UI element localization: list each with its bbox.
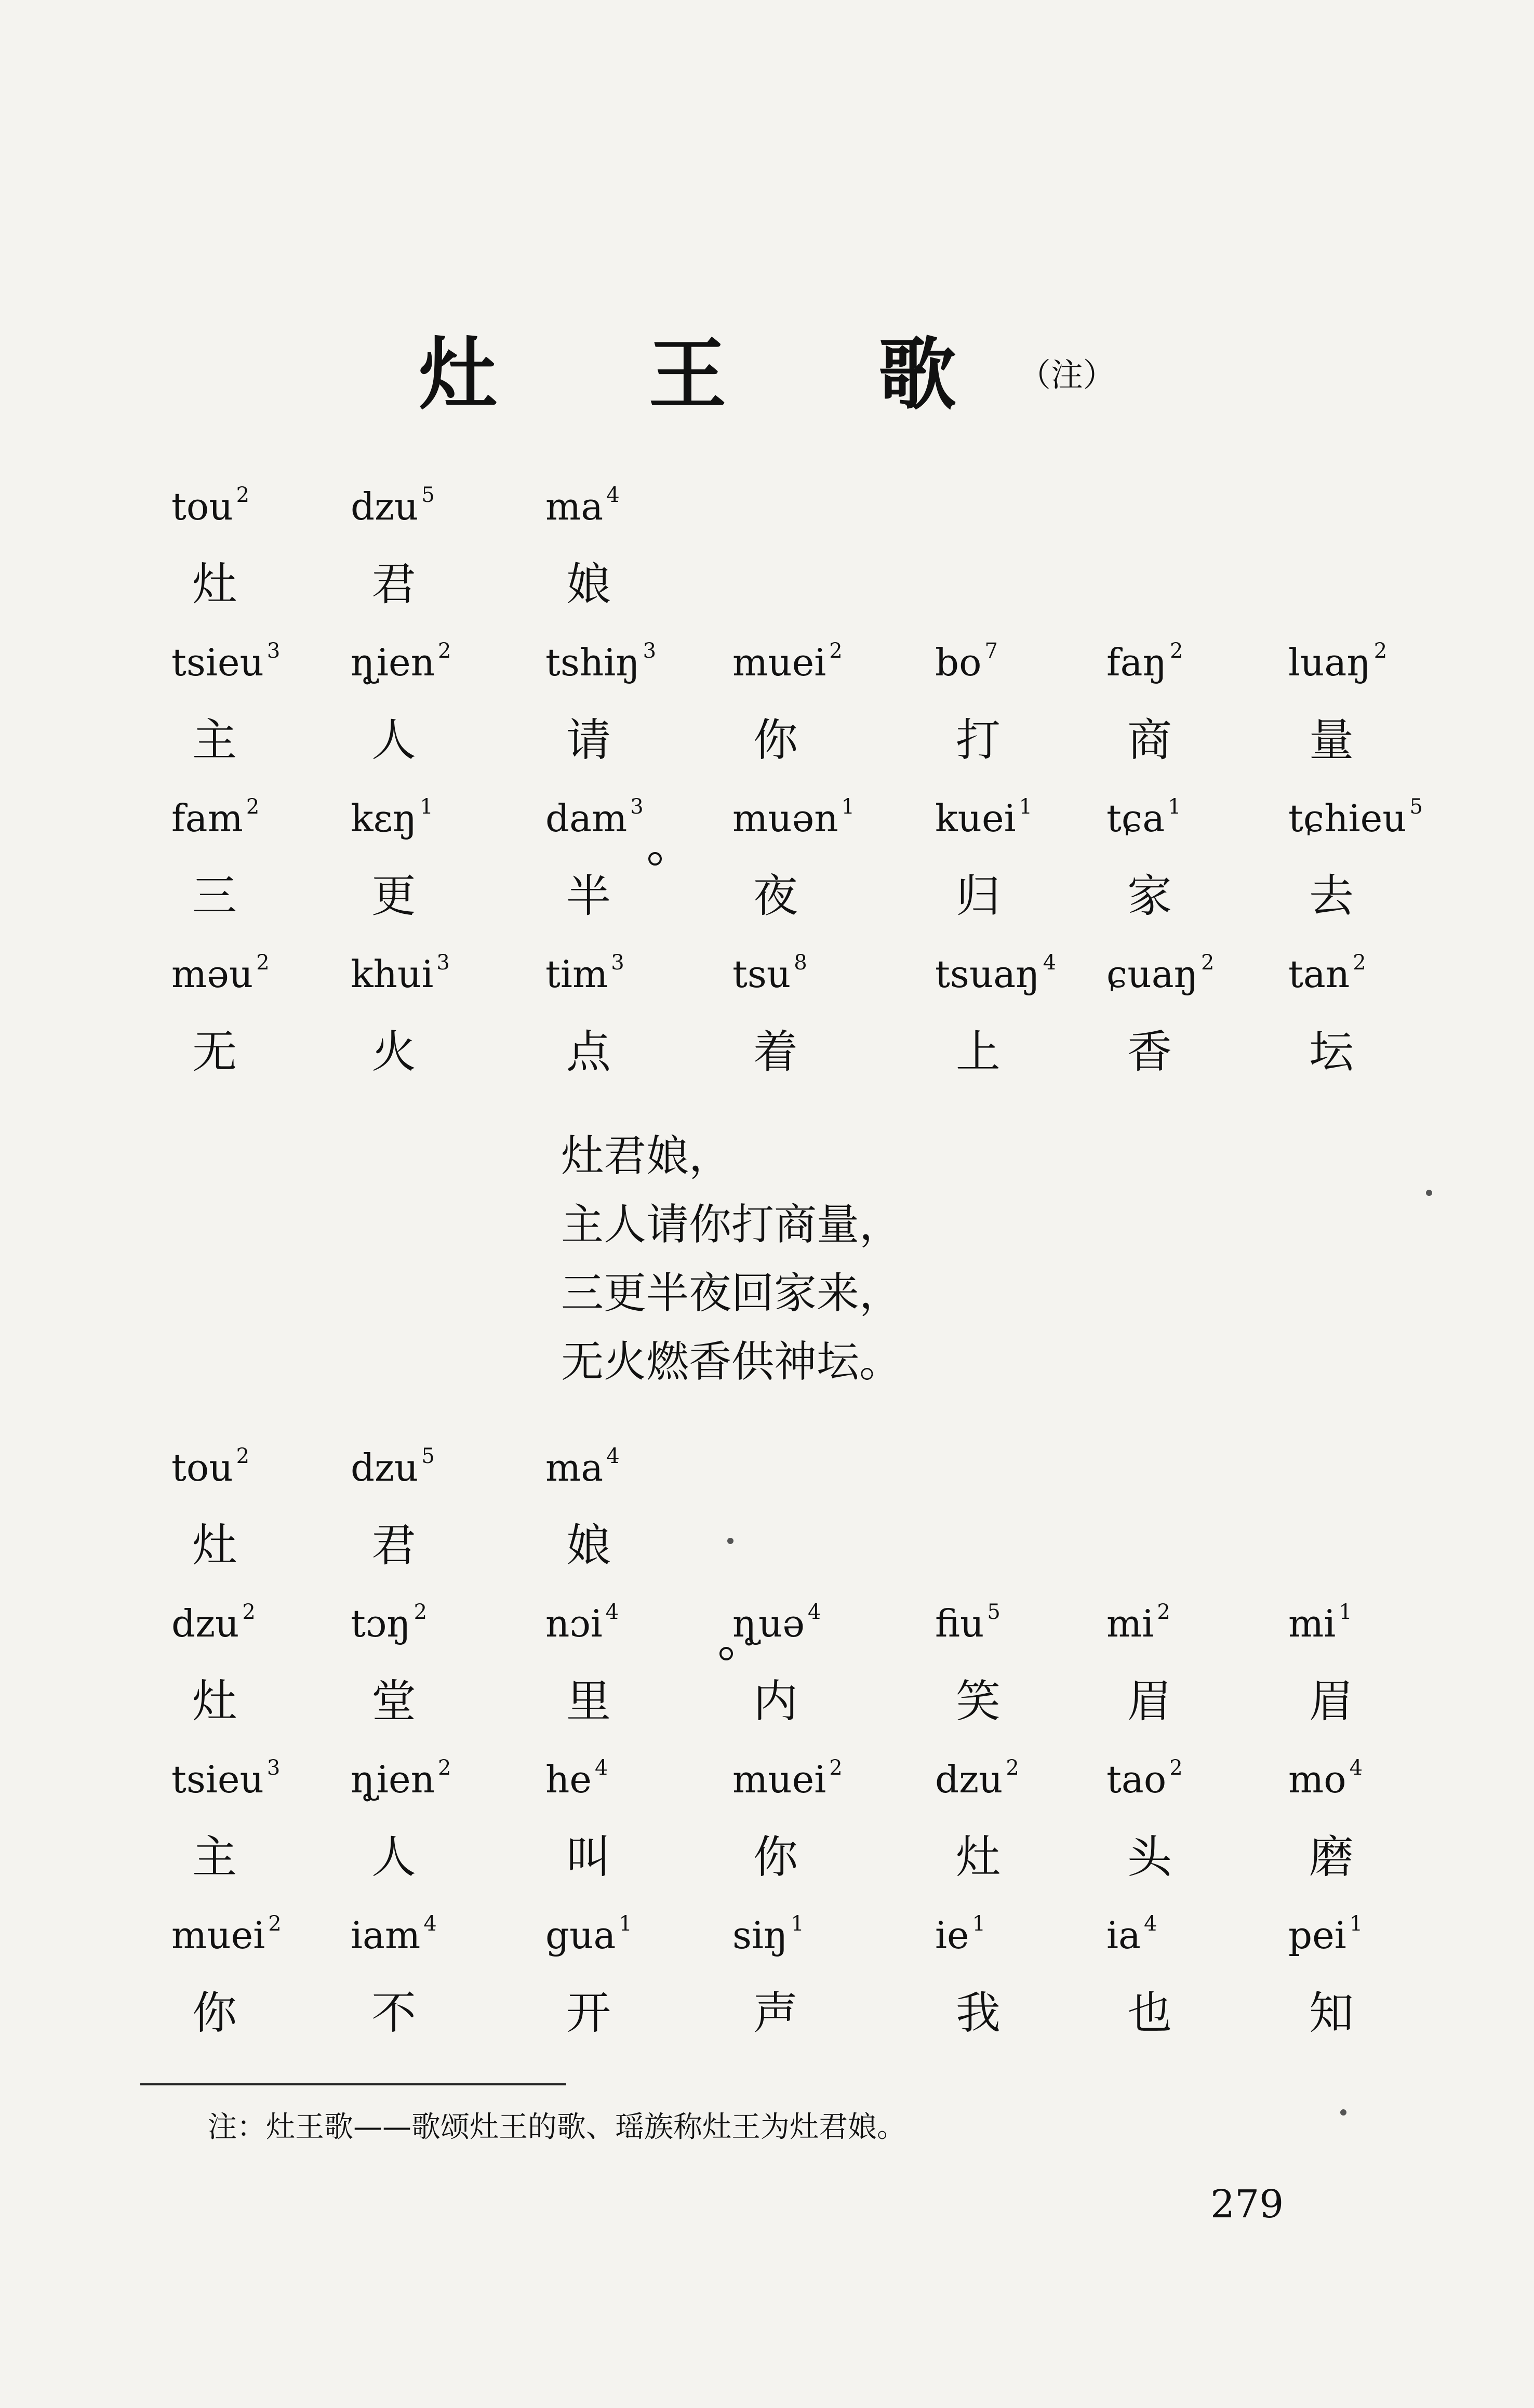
hanzi-character: 商 (1127, 714, 1172, 766)
syllable-text: fiu (935, 1602, 984, 1645)
hanzi-character: 主 (192, 714, 237, 766)
tone-number: 2 (1169, 639, 1183, 663)
pinyin-syllable (351, 1912, 437, 1957)
syllable-text: ia (1106, 1913, 1141, 1957)
pinyin-row (171, 483, 1366, 551)
pinyin-syllable (1288, 795, 1423, 840)
pinyin-syllable (935, 795, 1032, 840)
tone-number: 2 (236, 483, 250, 507)
hanzi-character: 堂 (371, 1675, 416, 1727)
hanzi-character: 灶 (956, 1831, 1001, 1883)
hanzi-character: 更 (371, 870, 416, 922)
hanzi-character: 上 (956, 1026, 1001, 1078)
pinyin-syllable (1106, 1912, 1157, 1957)
pinyin-syllable (732, 1756, 843, 1801)
page-number: 279 (1210, 2182, 1284, 2227)
hanzi-character: 无 (192, 1026, 237, 1078)
hanzi-row (171, 704, 1366, 771)
syllable-text: dzu (171, 1602, 239, 1645)
pinyin-syllable (351, 1756, 451, 1801)
hanzi-row (171, 548, 1366, 616)
syllable-text: siŋ (732, 1913, 788, 1957)
pinyin-row (171, 1600, 1366, 1668)
hanzi-character: 眉 (1309, 1675, 1354, 1727)
hanzi-character: 打 (956, 714, 1001, 766)
pinyin-syllable (171, 1912, 282, 1957)
hanzi-character: 主 (192, 1831, 237, 1883)
pinyin-syllable (171, 1444, 249, 1489)
tone-number: 2 (242, 1600, 256, 1624)
hanzi-row (171, 1509, 1366, 1577)
tone-number: 2 (437, 639, 451, 663)
pinyin-syllable (935, 951, 1056, 996)
pinyin-syllable (1288, 1756, 1363, 1801)
hanzi-character: 不 (371, 1987, 416, 2039)
syllable-text: dzu (935, 1758, 1003, 1801)
hanzi-row (171, 860, 1366, 927)
footnote-rule (140, 2083, 566, 2085)
hanzi-character: 我 (956, 1987, 1001, 2039)
pinyin-syllable (935, 1756, 1019, 1801)
speck (1340, 2109, 1346, 2116)
syllable-text: tao (1106, 1758, 1167, 1801)
pinyin-syllable (1288, 1912, 1363, 1957)
pinyin-syllable (351, 1600, 427, 1645)
footnote: 注：灶王歌——歌颂灶王的歌、瑶族称灶王为灶君娘。 (208, 2110, 906, 2144)
tone-number: 5 (1409, 795, 1423, 819)
title-note: （注） (1018, 356, 1115, 394)
syllable-text: ɳ̥uə (732, 1602, 805, 1645)
hanzi-character: 君 (371, 558, 416, 610)
pinyin-syllable (351, 795, 433, 840)
syllable-text: tan (1288, 952, 1350, 996)
tone-number: 2 (437, 1756, 451, 1780)
syllable-text: muən (732, 796, 838, 840)
tone-number: 2 (1353, 951, 1366, 975)
tone-number: 2 (1157, 1600, 1170, 1624)
speck (1426, 1190, 1432, 1196)
pinyin-syllable (545, 1912, 632, 1957)
speck (727, 1538, 733, 1544)
syllable-text: tɔŋ (351, 1602, 411, 1645)
hanzi-character: 灶 (192, 1520, 237, 1572)
ring-mark (719, 1647, 733, 1660)
tone-number: 4 (606, 483, 620, 507)
tone-number: 2 (829, 639, 843, 663)
pinyin-syllable (732, 1600, 821, 1645)
tone-number: 2 (1373, 639, 1388, 663)
syllable-text: bo (935, 641, 982, 684)
hanzi-character: 量 (1309, 714, 1354, 766)
tone-number: 1 (1349, 1912, 1363, 1936)
syllable-text: muei (732, 1758, 826, 1801)
tone-number: 3 (643, 639, 657, 663)
hanzi-character: 君 (371, 1520, 416, 1572)
tone-number: 2 (268, 1912, 282, 1936)
hanzi-character: 磨 (1309, 1831, 1354, 1883)
pinyin-syllable (171, 1756, 280, 1801)
hanzi-row (171, 1977, 1366, 2044)
syllable-text: ɳ̥ien (351, 641, 435, 684)
syllable-text: kuei (935, 796, 1016, 840)
tone-number: 5 (421, 1444, 435, 1468)
pinyin-syllable (545, 1600, 619, 1645)
hanzi-character: 着 (753, 1026, 798, 1078)
tone-number: 2 (246, 795, 260, 819)
pinyin-syllable (351, 1444, 435, 1489)
hanzi-character: 人 (371, 1831, 416, 1883)
hanzi-character: 点 (566, 1026, 611, 1078)
pinyin-row (171, 639, 1388, 707)
syllable-text: tim (545, 952, 608, 996)
tone-number: 2 (413, 1600, 428, 1624)
verse-line: 灶君娘， (561, 1132, 732, 1181)
tone-number: 4 (807, 1600, 821, 1624)
syllable-text: dzu (351, 485, 419, 528)
pinyin-syllable (171, 951, 270, 996)
syllable-text: pei (1288, 1913, 1346, 1957)
hanzi-character: 半 (566, 870, 611, 922)
hanzi-character: 人 (371, 714, 416, 766)
tone-number: 5 (987, 1600, 1001, 1624)
hanzi-character: 家 (1127, 870, 1172, 922)
tone-number: 1 (972, 1912, 986, 1936)
syllable-text: tsuaŋ (935, 952, 1040, 996)
hanzi-character: 火 (371, 1026, 416, 1078)
syllable-text: muei (171, 1913, 265, 1957)
hanzi-character: 头 (1127, 1831, 1172, 1883)
pinyin-syllable (1106, 1600, 1170, 1645)
hanzi-character: 你 (753, 1831, 798, 1883)
syllable-text: ie (935, 1913, 969, 1957)
tone-number: 1 (1339, 1600, 1352, 1624)
hanzi-character: 里 (566, 1675, 611, 1727)
hanzi-character: 灶 (192, 1675, 237, 1727)
syllable-text: tou (171, 485, 233, 528)
syllable-text: mi (1106, 1602, 1154, 1645)
pinyin-syllable (732, 795, 855, 840)
syllable-text: muei (732, 641, 826, 684)
syllable-text: fam (171, 796, 243, 840)
pinyin-syllable (732, 951, 807, 996)
tone-number: 2 (1169, 1756, 1183, 1780)
hanzi-character: 也 (1127, 1987, 1172, 2039)
syllable-text: nɔi (545, 1602, 603, 1645)
syllable-text: mo (1288, 1758, 1346, 1801)
hanzi-character: 三 (192, 870, 237, 922)
syllable-text: khui (351, 952, 434, 996)
syllable-text: tsu (732, 952, 791, 996)
tone-number: 4 (606, 1444, 620, 1468)
hanzi-character: 你 (753, 714, 798, 766)
hanzi-character: 归 (956, 870, 1001, 922)
tone-number: 7 (984, 639, 998, 663)
pinyin-row (171, 1444, 1366, 1512)
pinyin-syllable (545, 1444, 620, 1489)
syllable-text: kɛŋ (351, 796, 417, 840)
pinyin-row (171, 1756, 1366, 1824)
translation-verse (561, 1122, 902, 1396)
hanzi-character: 坛 (1309, 1026, 1354, 1078)
tone-number: 2 (236, 1444, 250, 1468)
tone-number: 2 (829, 1756, 843, 1780)
hanzi-character: 知 (1309, 1987, 1354, 2039)
hanzi-character: 笑 (956, 1675, 1001, 1727)
pinyin-syllable (171, 483, 249, 528)
pinyin-syllable (732, 1912, 804, 1957)
verse-line: 主人请你打商量， (561, 1200, 902, 1249)
hanzi-character: 你 (192, 1987, 237, 2039)
syllable-text: tou (171, 1446, 233, 1489)
hanzi-row (171, 1665, 1366, 1733)
pinyin-syllable (1288, 639, 1387, 684)
pinyin-syllable (545, 639, 656, 684)
tone-number: 1 (1168, 795, 1181, 819)
syllable-text: tsieu (171, 1758, 264, 1801)
tone-number: 2 (256, 951, 270, 975)
tone-number: 2 (1201, 951, 1215, 975)
hanzi-character: 声 (753, 1987, 798, 2039)
tone-number: 1 (841, 795, 855, 819)
tone-number: 3 (266, 1756, 281, 1780)
syllable-text: ma (545, 1446, 604, 1489)
tone-number: 4 (1349, 1756, 1363, 1780)
hanzi-character: 内 (753, 1675, 798, 1727)
pinyin-syllable (935, 1912, 985, 1957)
hanzi-row (171, 1821, 1366, 1888)
syllable-text: gua (545, 1913, 616, 1957)
tone-number: 3 (611, 951, 624, 975)
page-title (0, 312, 1534, 424)
syllable-text: tsieu (171, 641, 264, 684)
pinyin-row (171, 795, 1423, 862)
hanzi-character: 香 (1127, 1026, 1172, 1078)
hanzi-character: 叫 (566, 1831, 611, 1883)
syllable-text: mi (1288, 1602, 1336, 1645)
pinyin-row (171, 951, 1366, 1018)
syllable-text: luaŋ (1288, 641, 1371, 684)
hanzi-character: 灶 (192, 558, 237, 610)
pinyin-syllable (351, 483, 435, 528)
hanzi-character: 夜 (753, 870, 798, 922)
hanzi-character: 娘 (566, 1520, 611, 1572)
pinyin-syllable (171, 795, 259, 840)
pinyin-syllable (1106, 1756, 1183, 1801)
pinyin-syllable (935, 1600, 1001, 1645)
verse-line: 三更半夜回家来， (561, 1269, 902, 1318)
hanzi-character: 娘 (566, 558, 611, 610)
tone-number: 1 (619, 1912, 632, 1936)
syllable-text: tshiŋ (545, 641, 640, 684)
pinyin-syllable (732, 639, 843, 684)
tone-number: 1 (791, 1912, 804, 1936)
hanzi-character: 眉 (1127, 1675, 1172, 1727)
pinyin-syllable (1106, 795, 1181, 840)
syllable-text: məu (171, 952, 254, 996)
pinyin-syllable (935, 639, 998, 684)
tone-number: 1 (1019, 795, 1033, 819)
hanzi-character: 请 (566, 714, 611, 766)
hanzi-character: 开 (566, 1987, 611, 2039)
hanzi-character: 去 (1309, 870, 1354, 922)
pinyin-syllable (545, 483, 620, 528)
tone-number: 4 (605, 1600, 619, 1624)
tone-number: 3 (266, 639, 281, 663)
pinyin-syllable (171, 1600, 256, 1645)
syllable-text: ɕuaŋ (1106, 952, 1198, 996)
tone-number: 2 (1006, 1756, 1019, 1780)
tone-number: 5 (421, 483, 435, 507)
title-text: 灶 王 歌 (419, 330, 1019, 420)
pinyin-syllable (545, 1756, 608, 1801)
pinyin-syllable (351, 639, 451, 684)
tone-number: 4 (423, 1912, 437, 1936)
pinyin-syllable (171, 639, 280, 684)
syllable-text: ma (545, 485, 604, 528)
tone-number: 3 (436, 951, 450, 975)
tone-number: 3 (630, 795, 644, 819)
pinyin-syllable (1288, 1600, 1352, 1645)
syllable-text: tɕhieu (1288, 796, 1407, 840)
syllable-text: he (545, 1758, 592, 1801)
tone-number: 4 (1143, 1912, 1157, 1936)
syllable-text: ɳ̥ien (351, 1758, 435, 1801)
tone-number: 4 (1043, 951, 1057, 975)
ring-mark (648, 852, 662, 866)
syllable-text: iam (351, 1913, 421, 1957)
tone-number: 4 (594, 1756, 608, 1780)
tone-number: 8 (794, 951, 807, 975)
pinyin-syllable (545, 951, 624, 996)
verse-line: 无火燃香供神坛。 (561, 1337, 902, 1387)
pinyin-syllable (351, 951, 450, 996)
pinyin-syllable (1106, 639, 1183, 684)
syllable-text: dzu (351, 1446, 419, 1489)
syllable-text: dam (545, 796, 628, 840)
pinyin-row (171, 1912, 1366, 1979)
syllable-text: faŋ (1106, 641, 1167, 684)
syllable-text: tɕa (1106, 796, 1165, 840)
tone-number: 1 (420, 795, 433, 819)
hanzi-row (171, 1016, 1366, 1083)
pinyin-syllable (545, 795, 644, 840)
pinyin-syllable (1106, 951, 1214, 996)
pinyin-syllable (1288, 951, 1366, 996)
